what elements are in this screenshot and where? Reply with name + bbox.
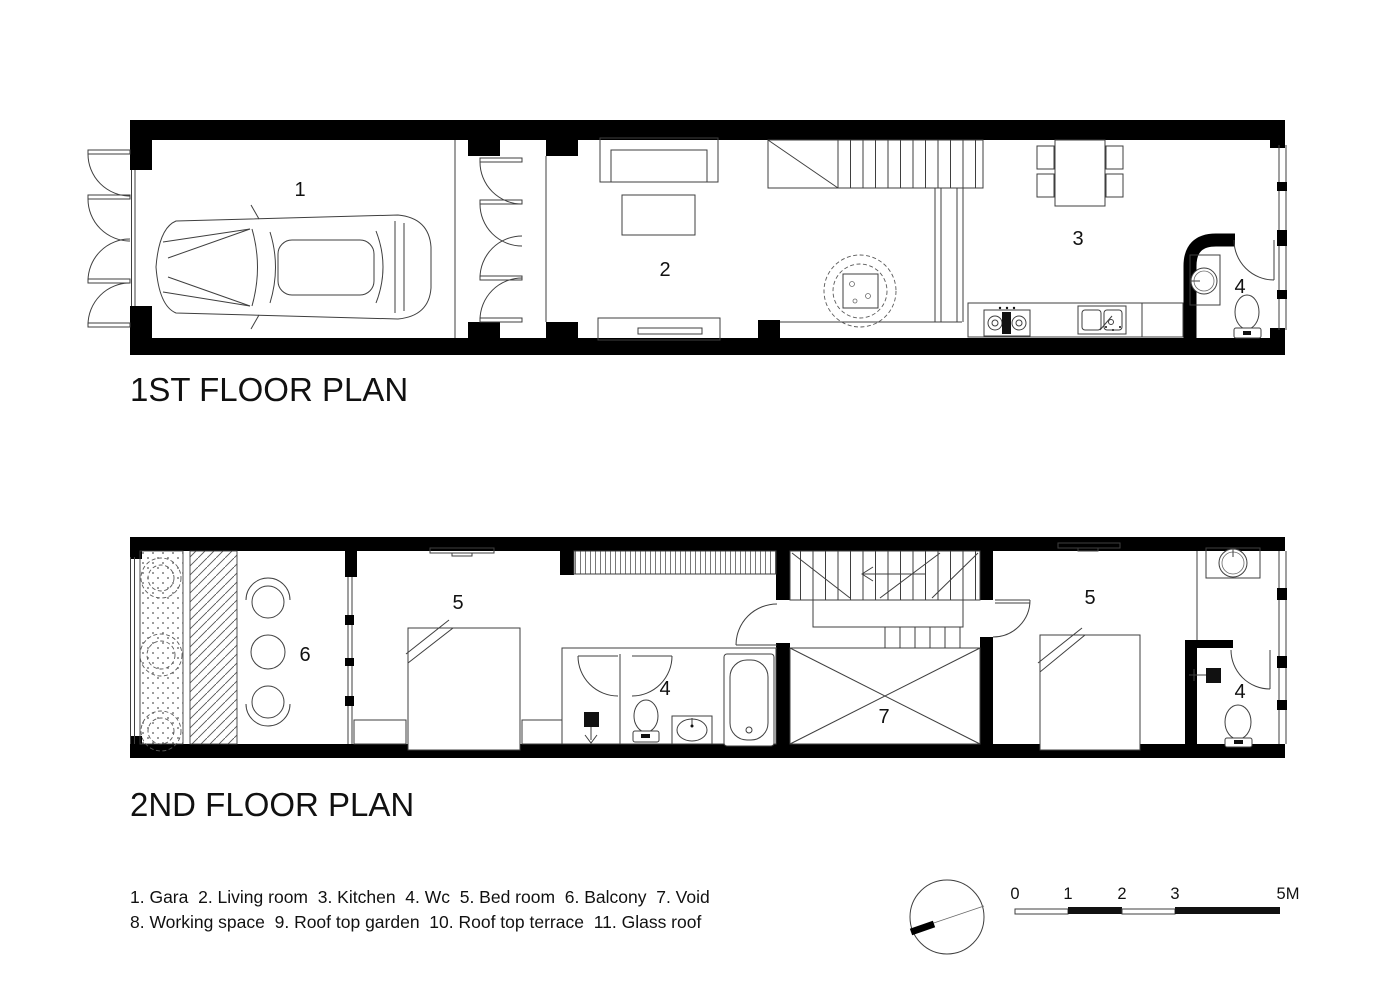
cabinet [522, 720, 562, 744]
scale-label-0: 0 [1010, 885, 1020, 903]
room-label-garage: 1 [294, 179, 306, 201]
door-icon [736, 604, 777, 648]
tree-planter-icon [824, 255, 896, 327]
room-label-wc1: 4 [1234, 276, 1246, 298]
room-label-void: 7 [878, 706, 890, 728]
deck-strip [190, 551, 237, 744]
room-label-kitchen: 3 [1072, 228, 1084, 250]
toilet-icon [633, 700, 659, 742]
planting-strip [140, 551, 183, 744]
wc-room-floor2-right [1189, 650, 1270, 747]
legend [130, 887, 710, 932]
door-icon [993, 600, 1030, 637]
nightstand [354, 720, 406, 744]
second-floor-plan [130, 537, 1287, 823]
room-label-living: 2 [659, 259, 671, 281]
sofa [600, 138, 718, 182]
room-label-balcony: 6 [299, 644, 311, 666]
car-icon [156, 205, 431, 329]
void-area [790, 648, 980, 744]
toilet-icon [1225, 705, 1252, 747]
staircase [790, 551, 980, 648]
room-label-bedroom-right: 5 [1084, 587, 1096, 609]
legend-line-1: 1. Gara 2. Living room 3. Kitchen 4. Wc 5. Bed room 6. Balcony 7. Void [130, 887, 710, 907]
bathtub-icon [724, 654, 774, 746]
floor1-title: 1ST FLOOR PLAN [130, 371, 409, 408]
vestibule-doors-icon [480, 158, 522, 322]
wc-room-floor1 [1190, 240, 1274, 338]
bed [1038, 628, 1140, 750]
window [1277, 551, 1287, 744]
scale-label-2: 2 [1117, 885, 1127, 903]
shower-head-icon [584, 712, 599, 743]
scale-bar [1010, 885, 1299, 914]
bed [406, 620, 520, 750]
floor2-title: 2ND FLOOR PLAN [130, 786, 415, 823]
sink-icon [1078, 306, 1126, 334]
washbasin-icon [1206, 548, 1260, 578]
coffee-table [622, 195, 695, 235]
wardrobe [574, 551, 776, 574]
shower-door-icon [578, 656, 672, 696]
dining-table [1037, 140, 1123, 206]
balcony-seating-icon [246, 578, 290, 726]
door-icon [1234, 240, 1274, 280]
living-room [598, 138, 720, 340]
garage-room [156, 179, 431, 329]
tv-cabinet [598, 318, 720, 340]
room-label-wc2-right: 4 [1234, 681, 1246, 703]
washbasin-icon [672, 716, 712, 744]
glass-door [345, 577, 354, 744]
room-label-wc2-left: 4 [659, 678, 671, 700]
bedroom-left [354, 548, 776, 750]
toilet-icon [1234, 295, 1261, 338]
scale-label-1: 1 [1063, 885, 1073, 903]
kitchen-room [968, 140, 1183, 337]
room-label-bedroom-left: 5 [452, 592, 464, 614]
window [1277, 145, 1287, 330]
first-floor-plan [88, 120, 1287, 408]
balcony [131, 551, 311, 751]
wc-room-floor2-left [562, 648, 776, 746]
scale-label-3: 3 [1170, 885, 1180, 903]
scale-label-5m: 5M [1276, 885, 1300, 903]
legend-line-2: 8. Working space 9. Roof top garden 10. Roof top terrace 11. Glass roof [130, 912, 702, 932]
garage-door-icon [88, 150, 135, 327]
shower-head-icon [1189, 668, 1221, 683]
cooktop-icon [984, 307, 1030, 336]
north-arrow-icon [910, 880, 984, 954]
